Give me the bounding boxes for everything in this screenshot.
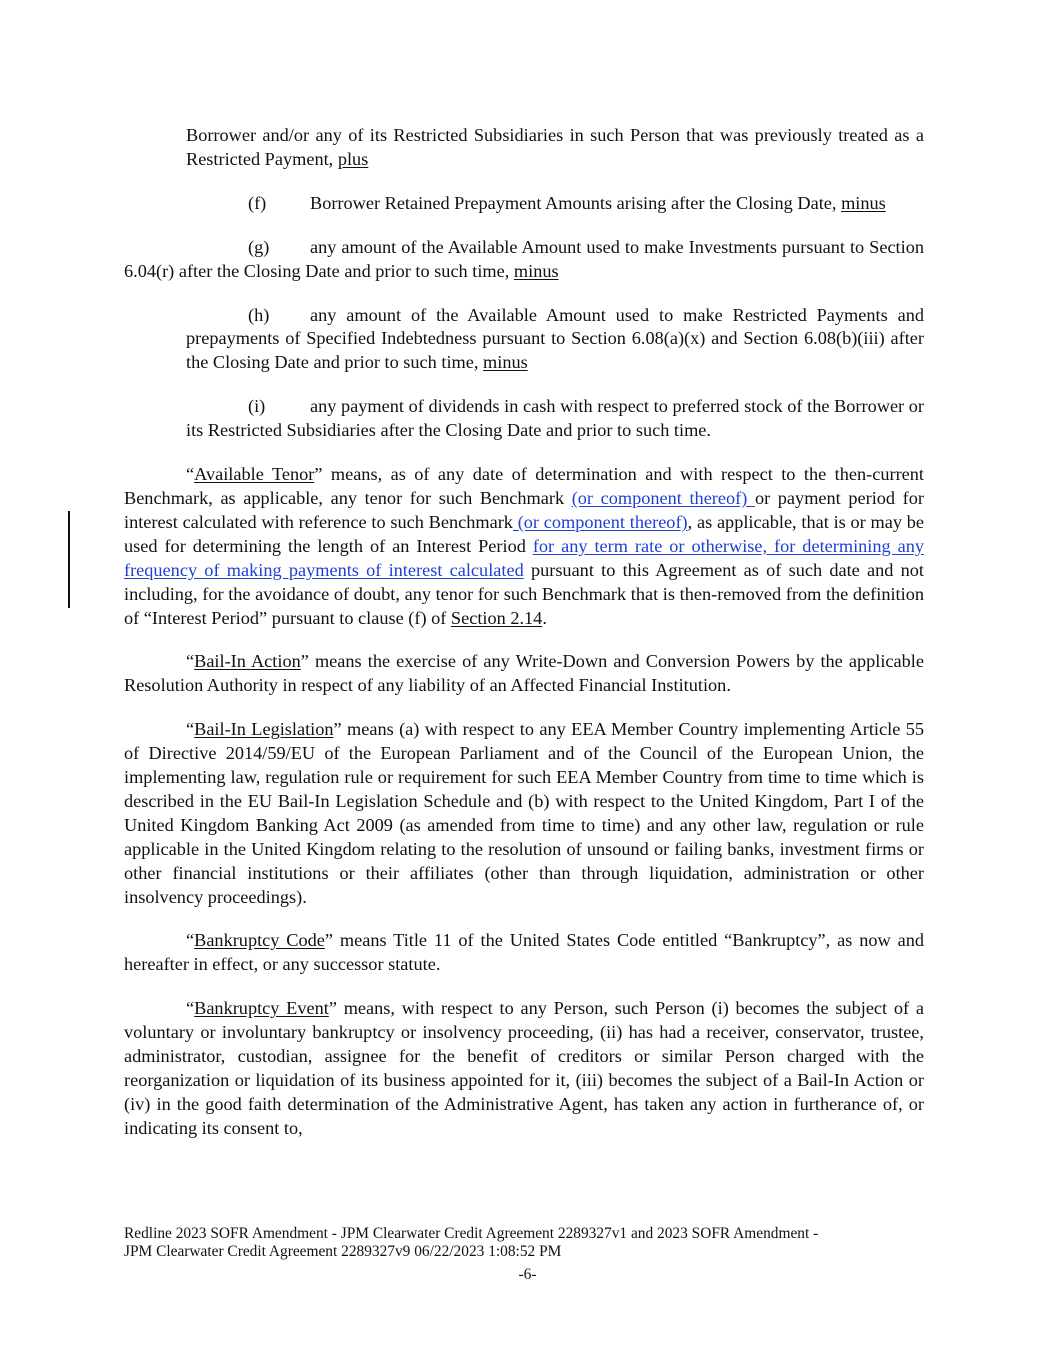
inserted-text: (or component thereof) [571, 487, 755, 508]
footer-line-2: JPM Clearwater Credit Agreement 2289327v9 06/22/2023 1:08:52 PM [124, 1243, 562, 1260]
definition-bankruptcy-event: “Bankruptcy Event” means, with respect to any Person, such Person (i) becomes the subject of a voluntary or involuntary bankruptcy or insolvency proceeding, (ii) has had a receiver, conservator, trustee, administrator, custodian, assignee for the benefit of creditors or similar Person charged with the reorganization or liquidation of its business appointed for it, (iii) becomes the subject of a Bail-In Action or (iv) in the good faith determination of the Administrative Agent, has taken any action in furtherance of, or indicating its consent to, [124, 998, 924, 1138]
defined-term: Bankruptcy Event [194, 998, 329, 1019]
definition-available-tenor: “Available Tenor” means, as of any date of determination and with respect to the then-current Benchmark, as applicable, any tenor for such Benchmark (or component thereof) or payment period for interest calculated with reference to such Benchmark (or component thereof), as applicable, that is or may be used for determining the length of an Interest Period for any term rate or otherwise, for determining any frequency of making payments of interest calculated pursuant to this Agreement as of such date and not including, for the avoidance of doubt, any tenor for such Benchmark that is then-removed from the definition of “Interest Period” pursuant to clause (f) of Section 2.14. [124, 464, 924, 628]
document-page [124, 124, 924, 1161]
document-footer [124, 1225, 924, 1261]
definition-bail-in-action: “Bail-In Action” means the exercise of any Write-Down and Conversion Powers by the applicable Resolution Authority in respect of any liability of an Affected Financial Institution. [124, 651, 924, 696]
defined-term: Available Tenor [194, 464, 315, 485]
inserted-text: (or component thereof) [512, 511, 688, 532]
defined-term: Bail-In Legislation [194, 719, 334, 740]
section-reference: Section 2.14 [450, 607, 543, 628]
subclause-block-2 [124, 304, 924, 444]
clause-h: (h) any amount of the Available Amount used to make Restricted Payments and prepayments of Specified Indebtedness pursuant to Section 6.08(a)(x) and Section 6.08(b)(iii) after the Closing Date and prior to such time, minus [186, 304, 924, 373]
revision-change-bar [68, 511, 70, 608]
continuation-paragraph: Borrower and/or any of its Restricted Subsidiaries in such Person that was previously treated as a Restricted Payment, plus [186, 125, 924, 169]
page-number: -6- [518, 1266, 537, 1283]
definition-bail-in-legislation: “Bail-In Legislation” means (a) with respect to any EEA Member Country implementing Article 55 of Directive 2014/59/EU of the European Parliament and of the Council of the European Union, the implementing law, regulation rule or requirement for such EEA Member Country from time to time which is described in the EU Bail-In Legislation Schedule and (b) with respect to the United Kingdom, Part I of the United Kingdom Banking Act 2009 (as amended from time to time) and any other law, regulation or rule applicable in the United Kingdom relating to the resolution of unsound or failing banks, investment firms or other financial institutions or their affiliates (other than through liquidation, administration or other insolvency proceedings). [124, 719, 924, 907]
footer-line-1: Redline 2023 SOFR Amendment - JPM Clearwater Credit Agreement 2289327v1 and 2023 SOFR Amendment - [124, 1225, 819, 1242]
definition-bankruptcy-code: “Bankruptcy Code” means Title 11 of the United States Code entitled “Bankruptcy”, as now and hereafter in effect, or any successor statute. [124, 930, 925, 975]
defined-term: Bail-In Action [194, 651, 301, 672]
clause-f: (f) Borrower Retained Prepayment Amounts arising after the Closing Date, minus [248, 192, 886, 213]
clause-i: (i) any payment of dividends in cash with respect to preferred stock of the Borrower or its Restricted Subsidiaries after the Closing Date and prior to such time. [186, 396, 924, 441]
subclause-block [124, 124, 924, 216]
defined-term: Bankruptcy Code [194, 930, 325, 951]
clause-g: (g) any amount of the Available Amount used to make Investments pursuant to Section 6.04(r) after the Closing Date and prior to such time, minus [124, 236, 924, 281]
inserted-text: for any term rate or otherwise, for determining any frequency of making payments of interest calculated [124, 535, 924, 580]
